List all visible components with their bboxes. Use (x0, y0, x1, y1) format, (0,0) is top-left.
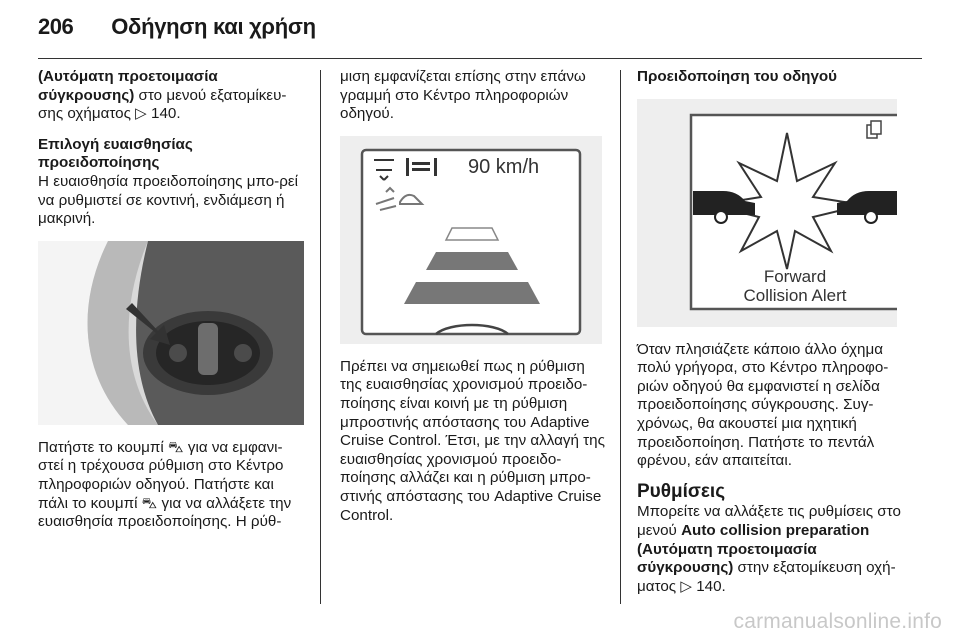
page-ref-icon: ▷ (135, 105, 152, 123)
header-rule (38, 58, 922, 59)
steering-wheel-figure (38, 241, 304, 425)
distance-bar-2 (426, 252, 518, 270)
approach-text: Όταν πλησιάζετε κάποιο άλλο όχημα πολύ γρήγορα, στο Κέντρο πληροφο-ριών οδηγού θα εμφανιστεί η σελίδα προειδοποίησης σύγκρουσης. Συγ-χρόνως, θα ακουστεί μια ηχητική προειδοποίηση. Πατήστε το πεντάλ φρένου, εάν απαιτείται. (637, 340, 889, 470)
alert-line-1: Forward (763, 266, 827, 286)
column-3 (637, 68, 903, 608)
column-2 (340, 68, 606, 537)
settings-menu-name: Auto collision preparation (Αυτόματη προετοιμασία σύγκρουσης) (637, 521, 870, 577)
alert-line-2: Collision Alert (743, 285, 847, 305)
section-title: Οδήγηση και χρήση (111, 14, 316, 39)
driver-alert-heading: Προειδοποίηση του οδηγού (637, 68, 838, 85)
note-text: Πρέπει να σημειωθεί πως η ρύθμιση της ευαισθησίας χρονισμού προειδο-ποίησης είναι κοινή με τη ρύθμιση μπροστινής απόστασης του Adaptive Cruise Control. Έτσι, με την αλλαγή της ευαισθησίας χρονισμού προειδο-ποίησης αλλάζει και η ρύθμιση μπρο-στινής απόστασης του Adaptive Cruise Control. (340, 357, 605, 524)
forward-collision-alert-figure (637, 99, 897, 327)
intro-text: στο μενού εξατομίκευ-σης οχήματος (38, 86, 287, 123)
page-ref: 140. (151, 105, 181, 123)
display-speed: 90 km/h (468, 155, 540, 178)
page-number: 206 (38, 14, 74, 39)
column-1 (38, 68, 304, 544)
settings-text-start: Μπορείτε να αλλάξετε τις ρυθμίσεις στο μενού (637, 503, 901, 539)
sensitivity-heading-paragraph (38, 136, 304, 173)
page-ref-icon: ▷ (680, 577, 697, 595)
intro-paragraph (38, 68, 304, 124)
settings-paragraph (637, 503, 903, 596)
column-divider (320, 70, 321, 604)
settings-text-end: στην εξατομίκευση οχή-ματος (637, 559, 896, 595)
page-header (38, 14, 316, 44)
settings-heading: Ρυθμίσεις (637, 480, 726, 502)
watermark: carmanualsonline.info (733, 610, 942, 633)
sensitivity-text: Η ευαισθησία προειδοποίησης μπο-ρεί να ρυθμιστεί σε κοντινή, ενδιάμεση ή μακρινή. (38, 172, 299, 228)
sensitivity-heading: Επιλογή ευαισθησίας προειδοποίησης (38, 135, 193, 172)
distance-bar-1 (446, 228, 498, 240)
distance-bar-3 (404, 282, 540, 304)
driver-info-display-figure (340, 136, 602, 344)
continued-text: μιση εμφανίζεται επίσης στην επάνω γραμμή στο Κέντρο πληροφοριών οδηγού. (340, 68, 586, 123)
page-ref: 140. (696, 577, 726, 595)
press-button-text: Πατήστε το κουμπί ⛍ για να εμφανι-στεί η τρέχουσα ρύθμιση στο Κέντρο πληροφοριών οδηγού. Πατήστε και πάλι το κουμπί ⛍ για να αλλάξετε την ευαισθησία προειδοποίησης. Η ρύθ- (38, 438, 292, 531)
menu-item-name: (Αυτόματη προετοιμασία σύγκρουσης) (38, 68, 218, 104)
column-divider (620, 70, 621, 604)
driver-alert-heading-paragraph (637, 68, 903, 87)
